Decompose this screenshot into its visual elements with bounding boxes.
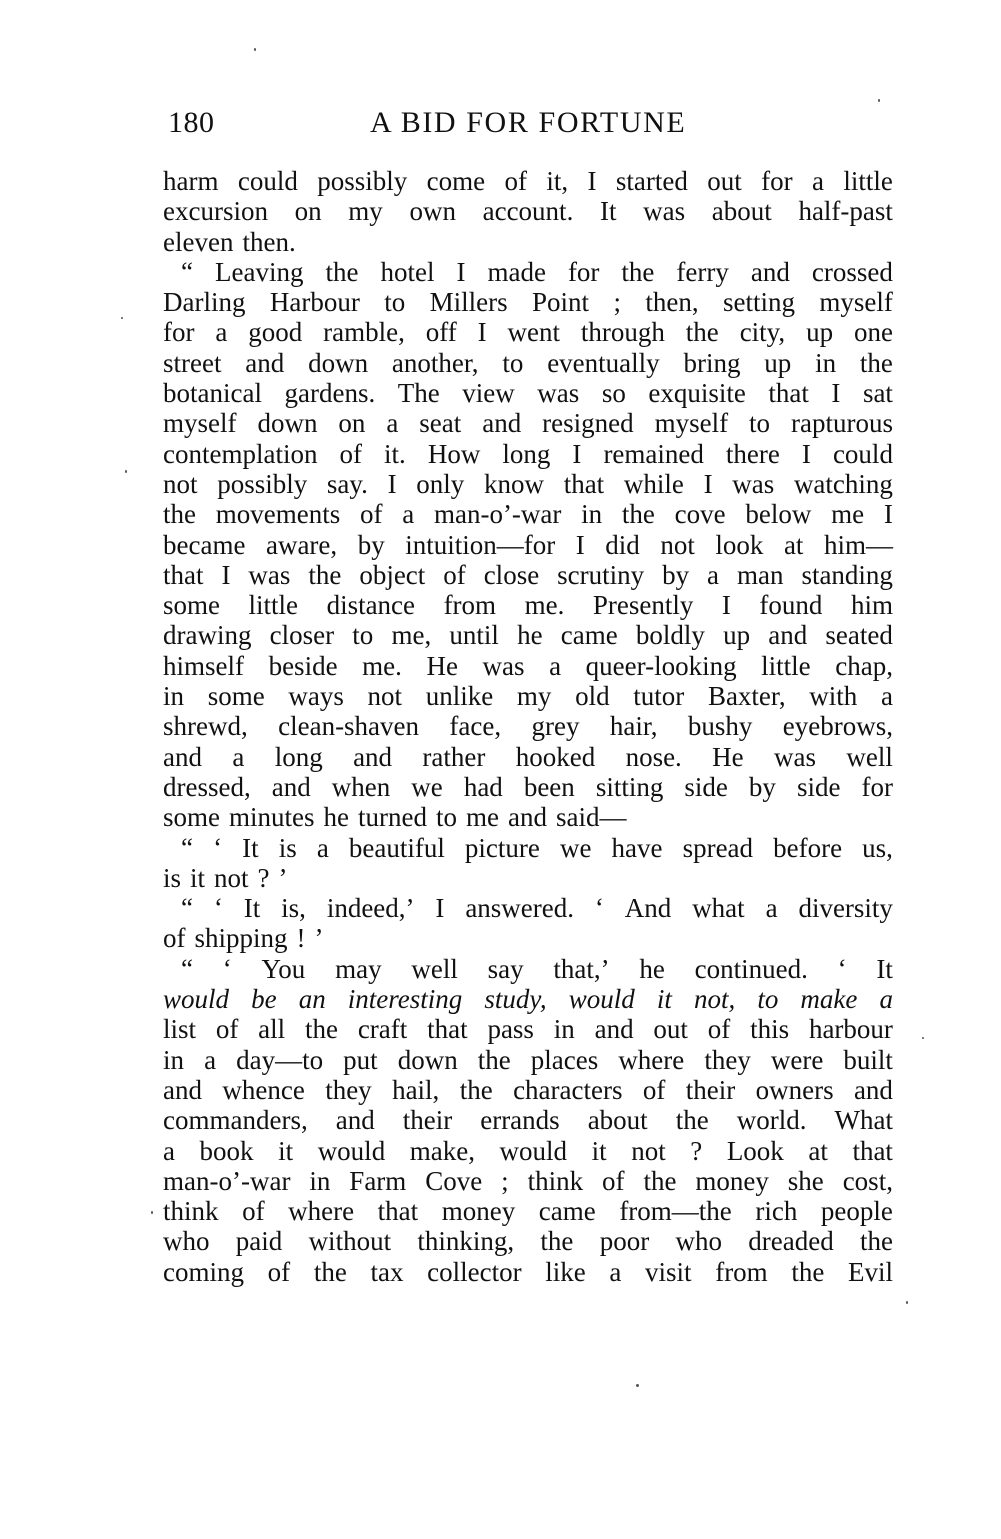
text-line: myself down on a seat and resigned myself to rapturous: [163, 408, 893, 439]
text-line: in a day—to put down the places where they were built: [163, 1044, 893, 1075]
running-head: [168, 103, 893, 143]
text-line: coming of the tax collector like a visit from the Evil: [163, 1256, 893, 1287]
text-line: who paid without thinking, the poor who dreaded the: [163, 1226, 893, 1257]
text-line: “ ‘ It is, indeed,’ I answered. ‘ And what a diversity: [181, 893, 893, 924]
text-line: the movements of a man-o’-war in the cove below me I: [163, 499, 893, 530]
text-line: some little distance from me. Presently I found him: [163, 590, 893, 621]
scan-speck: [922, 1037, 924, 1039]
text-line: man-o’-war in Farm Cove ; think of the money she cost,: [163, 1165, 893, 1196]
scan-speck: [151, 1211, 153, 1214]
text-line: and whence they hail, the characters of their owners and: [163, 1074, 893, 1105]
text-line: would be an interesting study, would it not, to make a: [163, 984, 893, 1015]
scan-speck: [121, 317, 123, 319]
text-line: became aware, by intuition—for I did not look at him—: [163, 529, 893, 560]
text-line: for a good ramble, off I went through the city, up one: [163, 317, 893, 348]
text-line: of shipping ! ’: [163, 923, 324, 954]
text-line: shrewd, clean-shaven face, grey hair, bushy eyebrows,: [163, 711, 893, 742]
text-line: dressed, and when we had been sitting side by side for: [163, 771, 893, 802]
text-line: street and down another, to eventually bring up in the: [163, 347, 893, 378]
text-line: in some ways not unlike my old tutor Baxter, with a: [163, 681, 893, 712]
text-line: harm could possibly come of it, I started out for a little: [163, 166, 893, 196]
text-line: is it not ? ’: [163, 862, 288, 893]
scan-speck: [254, 48, 256, 51]
text-line: “ ‘ It is a beautiful picture we have spread before us,: [181, 832, 893, 863]
scan-speck: [125, 470, 127, 473]
text-line: and a long and rather hooked nose. He was well: [163, 741, 893, 772]
text-line: botanical gardens. The view was so exquisite that I sat: [163, 378, 893, 409]
running-title: A BID FOR FORTUNE: [370, 106, 687, 139]
text-line: eleven then.: [163, 226, 296, 257]
text-line: think of where that money came from—the rich people: [163, 1196, 893, 1227]
text-line: “ ‘ You may well say that,’ he continued. ‘ It: [181, 953, 893, 984]
text-line: a book it would make, would it not ? Look at that: [163, 1135, 893, 1166]
text-line: himself beside me. He was a queer-looking little chap,: [163, 650, 893, 681]
text-line: that I was the object of close scrutiny by a man standing: [163, 559, 893, 590]
text-line: not possibly say. I only know that while I was watching: [163, 468, 893, 499]
text-line: list of all the craft that pass in and out of this harbour: [163, 1014, 893, 1045]
text-line: “ Leaving the hotel I made for the ferry and crossed: [181, 256, 893, 287]
text-line: some minutes he turned to me and said—: [163, 802, 627, 833]
text-line: commanders, and their errands about the world. What: [163, 1105, 893, 1136]
text-line: excursion on my own account. It was about half-past: [163, 196, 893, 227]
scan-speck: [636, 1384, 639, 1387]
text-line: contemplation of it. How long I remained there I could: [163, 438, 893, 469]
text-line: Darling Harbour to Millers Point ; then, setting myself: [163, 287, 893, 318]
scan-speck: [878, 99, 880, 102]
page-number: 180: [168, 106, 215, 139]
body-text: [163, 166, 893, 1287]
scan-speck: [906, 1301, 908, 1304]
text-line: drawing closer to me, until he came boldly up and seated: [163, 620, 893, 651]
